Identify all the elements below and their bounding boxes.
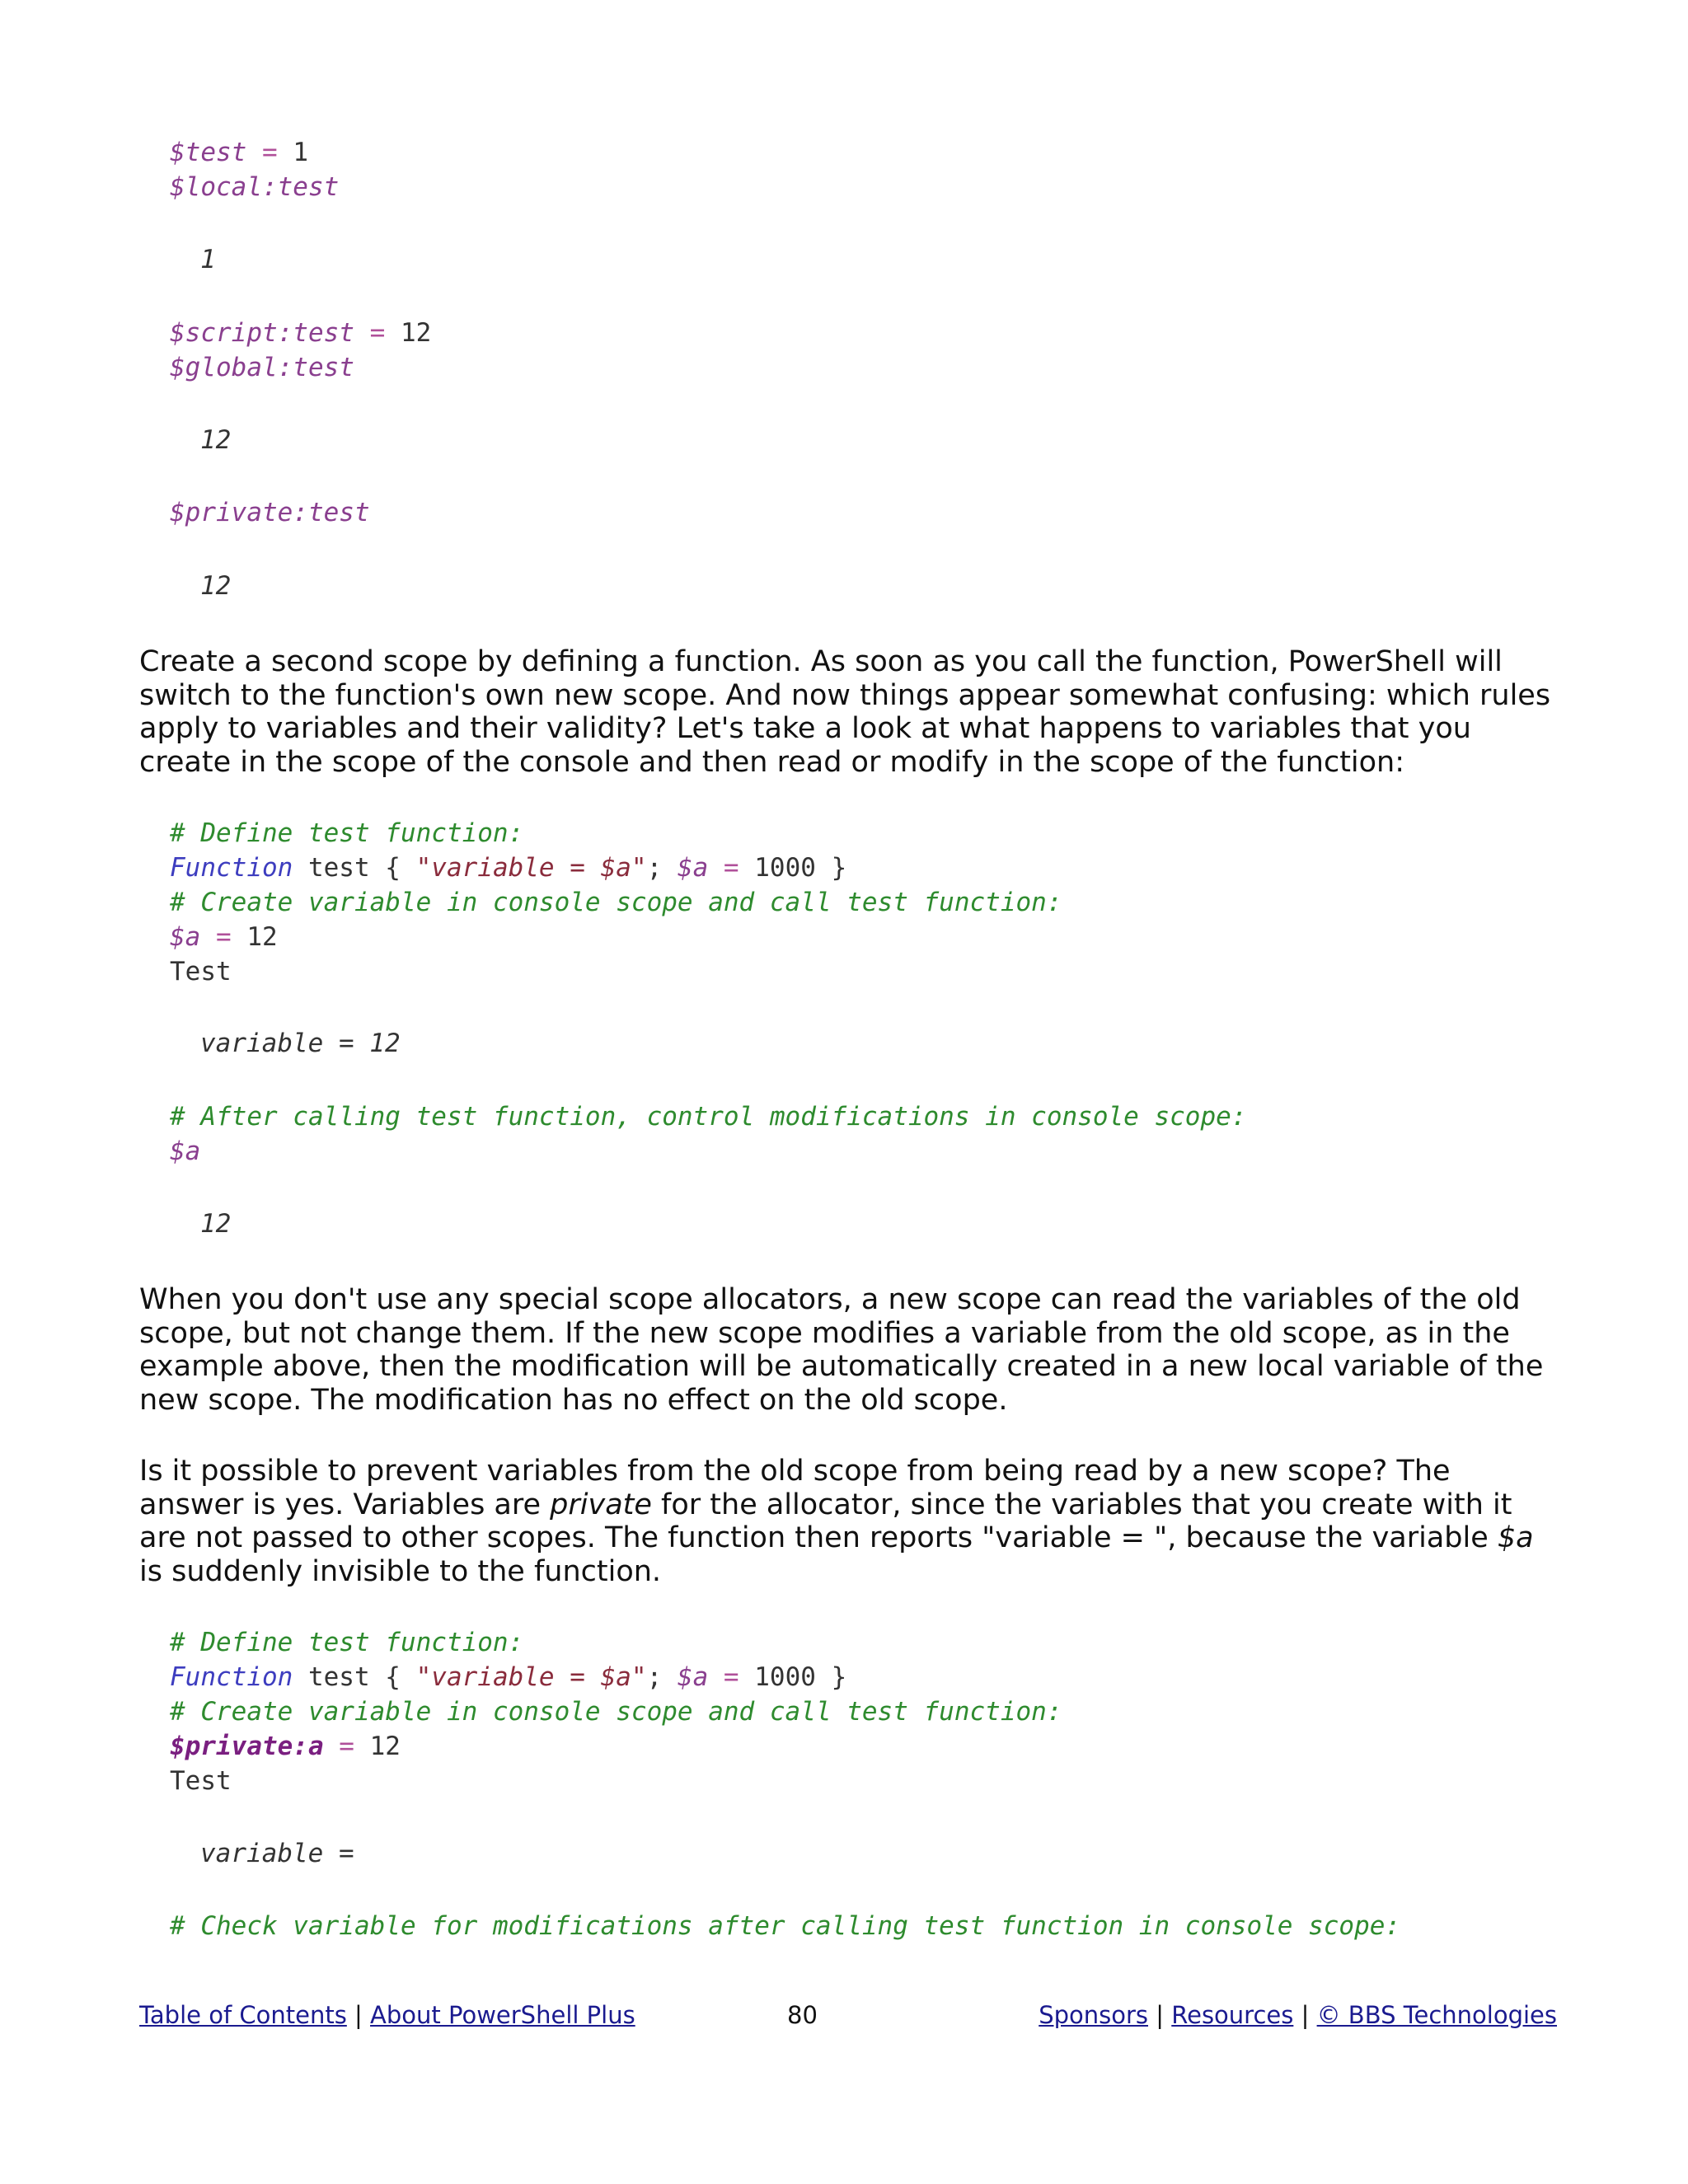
code-keyword: Function xyxy=(170,853,293,883)
code-variable: $a xyxy=(677,853,709,883)
code-variable: $private:test xyxy=(170,498,370,527)
code-line xyxy=(170,350,354,385)
code-line xyxy=(170,1660,846,1694)
code-variable: $a xyxy=(677,1662,709,1692)
code-comment: # Define test function: xyxy=(170,818,524,848)
code-number: 12 xyxy=(400,318,432,348)
code-line xyxy=(170,495,370,530)
code-output: 12 xyxy=(200,571,232,601)
code-comment: # Define test function: xyxy=(170,1628,524,1657)
footer-separator: | xyxy=(1148,2001,1172,2029)
code-output: variable = 12 xyxy=(200,1029,401,1058)
code-string: "variable = $a" xyxy=(415,1662,647,1692)
code-operator: = xyxy=(323,1732,370,1761)
code-number: 1000 xyxy=(754,853,816,883)
table-of-contents-link[interactable]: Table of Contents xyxy=(139,2001,347,2029)
resources-link[interactable]: Resources xyxy=(1171,2001,1294,2029)
footer-left-links xyxy=(139,2001,635,2029)
code-text: test { xyxy=(293,1662,416,1692)
code-number: 12 xyxy=(369,1732,401,1761)
code-number: 12 xyxy=(246,922,278,952)
code-text: } xyxy=(815,853,847,883)
code-comment: # Check variable for modifications after calling test function in console scope: xyxy=(170,1911,1401,1941)
code-text: } xyxy=(815,1662,847,1692)
code-line: Test xyxy=(170,957,232,987)
code-line xyxy=(170,316,431,350)
code-comment: # After calling test function, control modifications in console scope: xyxy=(170,1102,1247,1132)
code-variable: $private:a xyxy=(170,1732,324,1761)
emphasis: private xyxy=(550,1488,652,1521)
code-text: ; xyxy=(646,1662,678,1692)
footer-right-links xyxy=(1039,2001,1557,2029)
body-paragraph: Create a second scope by defining a function. As soon as you call the function, PowerShell will switch to the function's own new scope. And now things appear somewhat confusing: which rules apply to variables and their validity? Let's take a look at what happens to variables that you create in the scope of the console and then read or modify in the scope of the function: xyxy=(139,645,1551,779)
code-comment: # Create variable in console scope and call test function: xyxy=(170,888,1062,917)
code-line xyxy=(170,1729,401,1764)
footer-separator: | xyxy=(1293,2001,1317,2029)
code-line: Test xyxy=(170,1766,232,1796)
about-powershell-plus-link[interactable]: About PowerShell Plus xyxy=(370,2001,635,2029)
code-output: 1 xyxy=(200,245,216,274)
code-line xyxy=(170,851,846,885)
bbs-technologies-link[interactable]: © BBS Technologies xyxy=(1316,2001,1557,2029)
code-variable: $test xyxy=(170,138,247,167)
code-variable: $a xyxy=(170,922,201,952)
sponsors-link[interactable]: Sponsors xyxy=(1039,2001,1149,2029)
code-number: 1 xyxy=(293,138,308,167)
page-footer xyxy=(139,2001,1557,2034)
code-comment: # Create variable in console scope and call test function: xyxy=(170,1697,1062,1727)
code-variable: $script:test xyxy=(170,318,354,348)
emphasis: $a xyxy=(1497,1521,1534,1554)
code-output: variable = xyxy=(200,1839,354,1868)
code-line xyxy=(170,135,308,170)
code-operator: = xyxy=(200,922,247,952)
code-text: ; xyxy=(646,853,678,883)
code-variable: $a xyxy=(170,1137,201,1166)
code-text: test { xyxy=(293,853,416,883)
code-line xyxy=(170,920,278,954)
code-string: "variable = $a" xyxy=(415,853,647,883)
code-output: 12 xyxy=(200,1209,232,1239)
body-paragraph: Is it possible to prevent variables from the old scope from being read by a new scope? The answer is yes. Variables are private for the allocator, since the variables that you create with it are not passed to other scopes. The function then reports "variable = ", because the variable $a is suddenly invisible to the function. xyxy=(139,1455,1534,1588)
footer-separator: | xyxy=(346,2001,371,2029)
code-number: 1000 xyxy=(754,1662,816,1692)
code-output: 12 xyxy=(200,425,232,455)
code-operator: = xyxy=(354,318,401,348)
code-line xyxy=(170,1134,200,1169)
page-number: 80 xyxy=(787,2001,818,2029)
code-keyword: Function xyxy=(170,1662,293,1692)
body-paragraph: When you don't use any special scope allocators, a new scope can read the variables of the old scope, but not change them. If the new scope modifies a variable from the old scope, as in the example above, then the modification will be automatically created in a new local variable of the new scope. The modification has no effect on the old scope. xyxy=(139,1283,1544,1417)
code-variable: $global:test xyxy=(170,353,354,382)
code-operator: = xyxy=(708,853,755,883)
code-line xyxy=(170,170,339,204)
code-variable: $local:test xyxy=(170,172,340,202)
code-operator: = xyxy=(246,138,293,167)
code-operator: = xyxy=(708,1662,755,1692)
